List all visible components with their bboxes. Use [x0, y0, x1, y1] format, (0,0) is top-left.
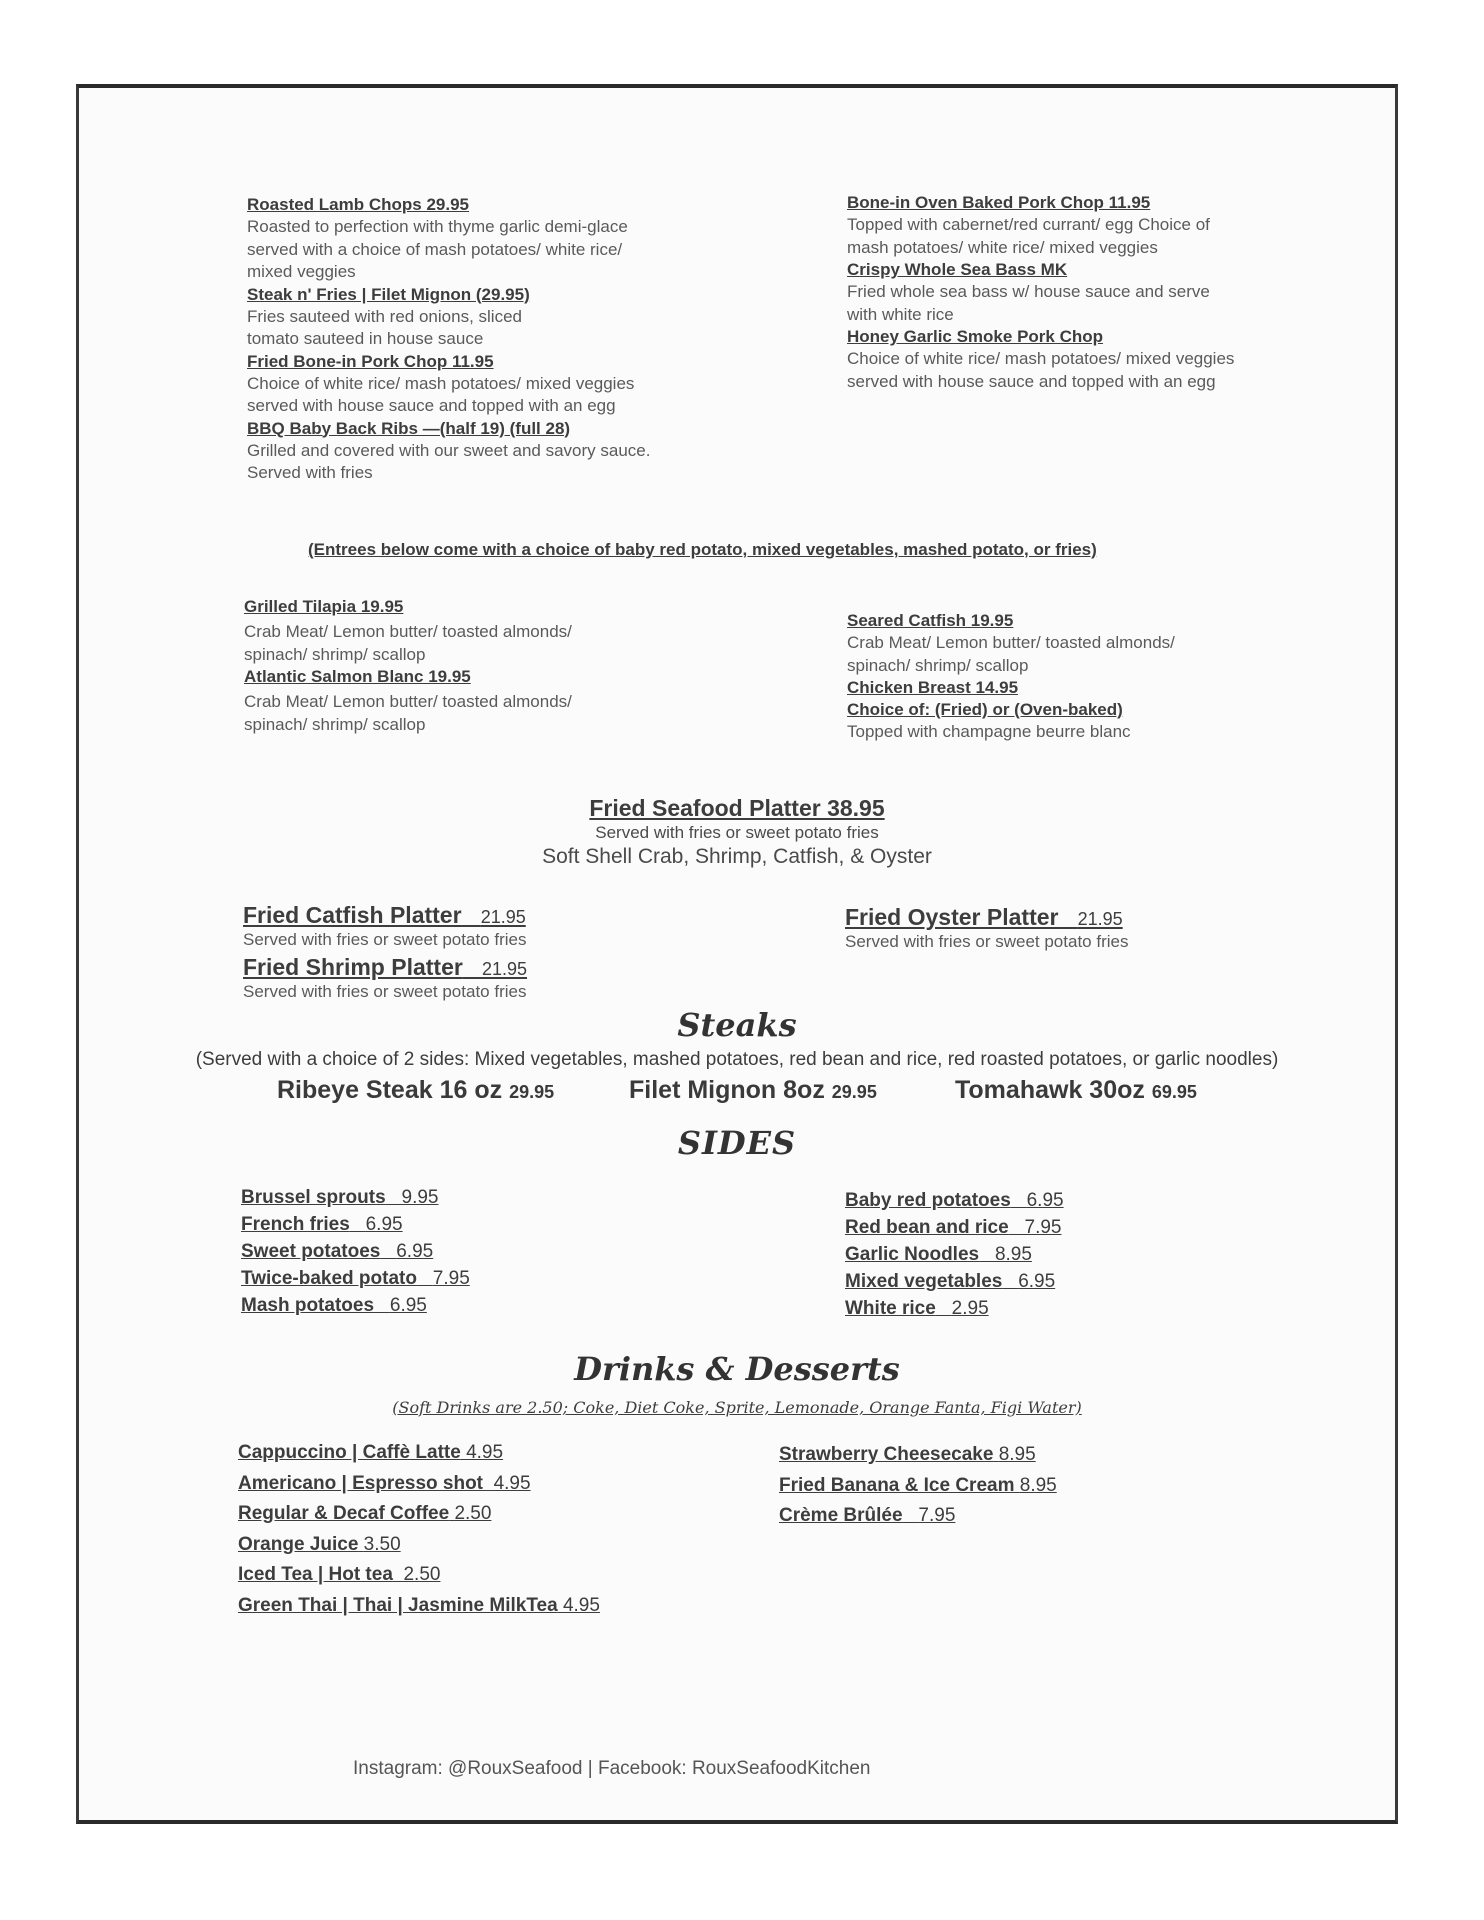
menu-item-title: Choice of: (Fried) or (Oven-baked) — [847, 700, 1123, 719]
seafood-platter-sub: Served with fries or sweet potato fries — [595, 823, 879, 842]
menu-item-desc: Crab Meat/ Lemon butter/ toasted almonds/ spinach/ shrimp/ scallop — [244, 622, 572, 664]
side-name: Red bean and rice — [845, 1217, 1009, 1238]
steak-name: Filet Mignon 8oz — [629, 1076, 825, 1104]
platter-catfish — [243, 902, 526, 952]
side-price: 6.95 — [396, 1241, 434, 1262]
dessert-price: 7.95 — [918, 1505, 956, 1526]
side-name: Brussel sprouts — [241, 1187, 386, 1208]
sides-left — [241, 1184, 470, 1319]
drink-item — [238, 1438, 600, 1469]
side-item — [845, 1268, 1064, 1295]
drink-price: 4.95 — [466, 1442, 504, 1463]
side-name: Garlic Noodles — [845, 1244, 980, 1265]
drink-item — [238, 1469, 600, 1500]
side-price: 7.95 — [1024, 1217, 1062, 1238]
dessert-name: Strawberry Cheesecake — [779, 1444, 994, 1465]
drink-name: Americano | Espresso shot — [238, 1472, 484, 1494]
platter-name: Fried Oyster Platter — [845, 904, 1059, 930]
side-price: 2.95 — [951, 1298, 989, 1319]
dessert-item — [779, 1440, 1057, 1471]
drink-price: 2.50 — [403, 1564, 441, 1585]
menu-item-title: Chicken Breast 14.95 — [847, 678, 1019, 697]
drink-item — [238, 1499, 600, 1530]
drink-item — [238, 1591, 600, 1622]
menu-item-title: BBQ Baby Back Ribs —(half 19) (full 28) — [247, 418, 571, 438]
drink-item — [238, 1530, 600, 1561]
drink-name: Cappuccino | Caffè Latte — [238, 1442, 461, 1463]
side-name: Mixed vegetables — [845, 1271, 1003, 1292]
side-item — [241, 1292, 470, 1319]
side-price: 7.95 — [432, 1268, 470, 1289]
platter-desc: Served with fries or sweet potato fries — [243, 930, 527, 949]
platter-name: Fried Shrimp Platter — [243, 954, 463, 980]
side-price: 6.95 — [389, 1295, 427, 1316]
drink-name: Iced Tea | Hot tea — [238, 1564, 393, 1585]
dessert-price: 8.95 — [1019, 1474, 1057, 1496]
platter-price: 21.95 — [482, 959, 528, 979]
side-name: Baby red potatoes — [845, 1190, 1011, 1211]
seafood-platter-items: Soft Shell Crab, Shrimp, Catfish, & Oyster — [542, 845, 932, 868]
steaks-heading: Steaks — [677, 1006, 797, 1044]
soft-drinks-note: (Soft Drinks are 2.50; Coke, Diet Coke, Sprite, Lemonade, Orange Fanta, Figi Water) — [392, 1398, 1082, 1417]
menu-item-desc: Choice of white rice/ mash potatoes/ mixed veggies served with house sauce and topped with an egg — [847, 349, 1235, 391]
platter-price: 21.95 — [480, 907, 526, 927]
menu-item-desc: Topped with cabernet/red currant/ egg Choice of mash potatoes/ white rice/ mixed veggies — [847, 215, 1210, 257]
steak-price: 69.95 — [1151, 1082, 1197, 1102]
menu-item-title: Fried Bone-in Pork Chop 11.95 — [247, 351, 494, 371]
entrees-mid-left — [244, 596, 644, 736]
menu-item-desc: Grilled and covered with our sweet and savory sauce. Served with fries — [247, 440, 651, 482]
side-name: French fries — [241, 1214, 350, 1235]
steak-price: 29.95 — [831, 1082, 877, 1102]
platter-shrimp — [243, 954, 527, 1004]
menu-item-title: Honey Garlic Smoke Pork Chop — [847, 327, 1104, 346]
entree-sides-note: (Entrees below come with a choice of baby red potato, mixed vegetables, mashed potato, or fries) — [308, 540, 1097, 559]
side-item — [241, 1265, 470, 1292]
steak-name: Tomahawk 30oz — [955, 1076, 1145, 1104]
menu-item-title: Roasted Lamb Chops 29.95 — [247, 195, 470, 214]
entrees-mid-right — [847, 610, 1247, 744]
side-price: 6.95 — [1018, 1271, 1056, 1292]
side-name: Twice-baked potato — [241, 1268, 417, 1289]
seafood-platter-title: Fried Seafood Platter 38.95 — [589, 795, 885, 821]
side-name: Mash potatoes — [241, 1295, 375, 1316]
side-price: 9.95 — [401, 1187, 439, 1208]
platter-desc: Served with fries or sweet potato fries — [845, 932, 1129, 951]
side-item — [241, 1184, 470, 1211]
side-item — [845, 1187, 1064, 1214]
menu-item-desc: Choice of white rice/ mash potatoes/ mixed veggies served with house sauce and topped with an egg — [247, 373, 635, 415]
menu-item-title: Seared Catfish 19.95 — [847, 611, 1014, 630]
steak-tomahawk — [955, 1076, 1197, 1105]
steak-filet — [629, 1076, 877, 1105]
social-footer: Instagram: @RouxSeafood | Facebook: RouxSeafoodKitchen — [353, 1758, 871, 1779]
drink-name: Orange Juice — [238, 1533, 359, 1555]
side-name: White rice — [845, 1298, 936, 1319]
menu-page — [76, 84, 1398, 1824]
menu-item-title: Atlantic Salmon Blanc 19.95 — [244, 667, 471, 686]
drink-price: 4.95 — [493, 1472, 531, 1494]
seafood-platter — [79, 794, 1395, 870]
menu-item-desc: Fries sauteed with red onions, sliced tomato sauteed in house sauce — [247, 306, 522, 348]
menu-item-desc: Topped with champagne beurre blanc — [847, 722, 1131, 741]
drinks-left — [238, 1438, 600, 1621]
entrees-top-left — [247, 194, 667, 485]
side-item — [845, 1214, 1064, 1241]
side-item — [845, 1241, 1064, 1268]
side-name: Sweet potatoes — [241, 1241, 381, 1262]
platter-desc: Served with fries or sweet potato fries — [243, 982, 527, 1001]
menu-item-title: Steak n' Fries | Filet Mignon (29.95) — [247, 284, 530, 304]
steaks-note: (Served with a choice of 2 sides: Mixed vegetables, mashed potatoes, red bean and rice, red roasted potatoes, or garlic noodles) — [195, 1049, 1279, 1070]
steak-name: Ribeye Steak 16 oz — [277, 1076, 503, 1104]
side-price: 8.95 — [994, 1244, 1032, 1265]
platter-price: 21.95 — [1077, 909, 1123, 929]
side-price: 6.95 — [1026, 1190, 1064, 1211]
side-item — [845, 1295, 1064, 1322]
menu-item-desc: Roasted to perfection with thyme garlic demi-glace served with a choice of mash potatoes/ white rice/ mixed veggies — [247, 217, 628, 281]
sides-right — [845, 1187, 1064, 1322]
menu-item-title: Crispy Whole Sea Bass MK — [847, 260, 1068, 279]
entrees-top-right — [847, 192, 1247, 393]
dessert-price: 8.95 — [998, 1444, 1036, 1465]
platter-oyster — [845, 904, 1128, 954]
menu-item-desc: Crab Meat/ Lemon butter/ toasted almonds/ spinach/ shrimp/ scallop — [847, 633, 1175, 675]
side-item — [241, 1238, 470, 1265]
side-item — [241, 1211, 470, 1238]
menu-item-title: Grilled Tilapia 19.95 — [244, 597, 404, 616]
menu-item-desc: Crab Meat/ Lemon butter/ toasted almonds/ spinach/ shrimp/ scallop — [244, 692, 572, 734]
drink-price: 2.50 — [454, 1503, 492, 1524]
sides-heading: SIDES — [677, 1124, 797, 1162]
side-price: 6.95 — [365, 1214, 403, 1235]
drink-name: Regular & Decaf Coffee — [238, 1503, 450, 1524]
menu-item-desc: Fried whole sea bass w/ house sauce and serve with white rice — [847, 282, 1210, 324]
drink-name: Green Thai | Thai | Jasmine MilkTea — [238, 1594, 558, 1616]
dessert-name: Crème Brûlée — [779, 1505, 903, 1526]
dessert-name: Fried Banana & Ice Cream — [779, 1474, 1015, 1496]
steak-ribeye — [277, 1076, 554, 1105]
dessert-item — [779, 1501, 1057, 1532]
dessert-item — [779, 1471, 1057, 1502]
platter-name: Fried Catfish Platter — [243, 902, 462, 928]
desserts-right — [779, 1440, 1057, 1532]
drink-item — [238, 1560, 600, 1591]
drinks-heading: Drinks & Desserts — [574, 1350, 900, 1388]
drink-price: 4.95 — [562, 1594, 600, 1616]
drink-price: 3.50 — [363, 1533, 401, 1555]
menu-item-title: Bone-in Oven Baked Pork Chop 11.95 — [847, 193, 1151, 212]
steak-price: 29.95 — [509, 1082, 555, 1102]
